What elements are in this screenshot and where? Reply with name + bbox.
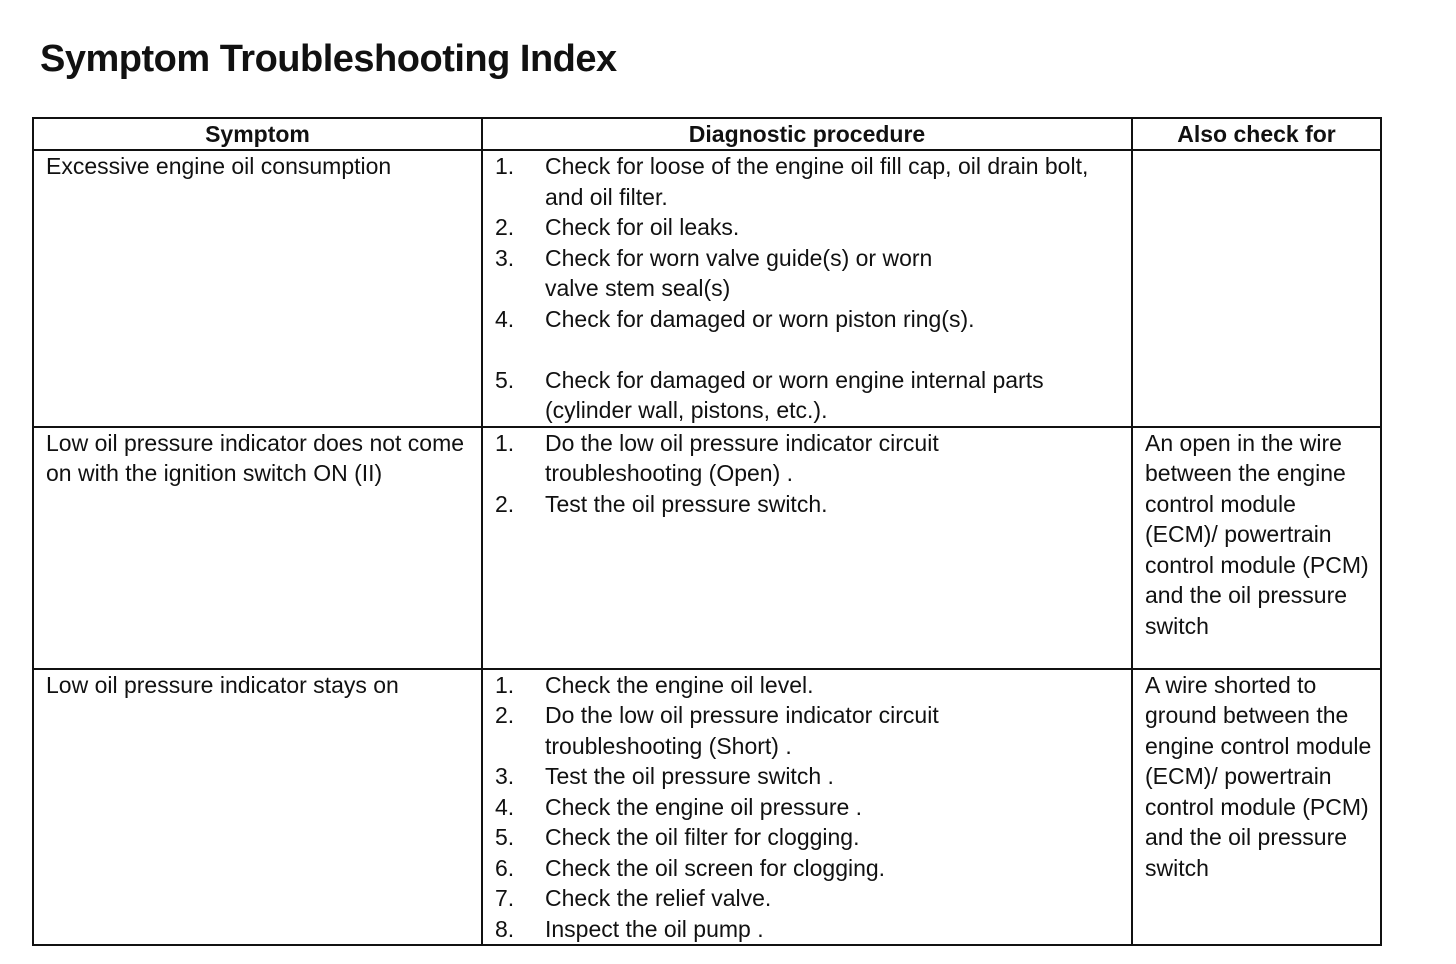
- step-text: Check for damaged or worn engine internal parts (cylinder wall, pistons, etc.).: [545, 366, 1044, 423]
- procedure-step: [495, 151, 1123, 212]
- procedure-step: [495, 700, 1123, 761]
- procedure-step: [495, 489, 1123, 520]
- step-number: 8.: [495, 915, 515, 942]
- step-number: 1.: [495, 671, 515, 698]
- procedure-step: [495, 670, 1123, 701]
- step-text: Do the low oil pressure indicator circuit troubleshooting (Open) .: [545, 429, 939, 486]
- step-text: Check for loose of the engine oil fill cap, oil drain bolt, and oil filter.: [545, 153, 1089, 210]
- procedure-step: [495, 761, 1123, 792]
- step-number: 2.: [495, 214, 515, 240]
- step-text: Check the oil screen for clogging.: [545, 854, 886, 881]
- troubleshooting-table: [32, 117, 1382, 946]
- step-number: 2.: [495, 702, 515, 728]
- step-text: Check the engine oil level.: [545, 671, 814, 698]
- step-number: 4.: [495, 305, 515, 332]
- step-number: 5.: [495, 366, 515, 393]
- procedure-step: [495, 428, 1123, 489]
- symptom-cell: Low oil pressure indicator stays on: [33, 669, 482, 946]
- column-header-symptom: Symptom: [33, 118, 482, 150]
- step-text: Do the low oil pressure indicator circuit troubleshooting (Short) .: [545, 702, 939, 759]
- procedure-step: [495, 365, 1123, 426]
- step-number: 7.: [495, 885, 515, 911]
- procedure-step: [495, 822, 1123, 853]
- step-number: 5.: [495, 824, 515, 850]
- step-number: 1.: [495, 153, 515, 179]
- procedure-cell: [482, 669, 1132, 946]
- procedure-step: [495, 853, 1123, 884]
- procedure-step: [495, 212, 1123, 243]
- table-header-row: [33, 118, 1381, 150]
- step-text: Check the oil filter for clogging.: [545, 824, 860, 850]
- also-check-cell: [1132, 150, 1381, 427]
- table-row: [33, 669, 1381, 946]
- step-text: Check the relief valve.: [545, 885, 772, 911]
- step-number: 3.: [495, 244, 515, 271]
- procedure-list: [495, 428, 1123, 520]
- step-text: Test the oil pressure switch.: [545, 490, 828, 517]
- procedure-step: [495, 883, 1123, 914]
- table-row: [33, 427, 1381, 669]
- column-header-also-check: Also check for: [1132, 118, 1381, 150]
- step-text: Check for worn valve guide(s) or worn valve stem seal(s): [545, 244, 933, 301]
- step-number: 1.: [495, 429, 515, 456]
- table-row: [33, 150, 1381, 427]
- procedure-step: [495, 914, 1123, 945]
- procedure-cell: [482, 427, 1132, 669]
- page-title: Symptom Troubleshooting Index: [40, 38, 617, 80]
- step-number: 6.: [495, 854, 515, 881]
- step-text: Check for damaged or worn piston ring(s).: [545, 305, 975, 332]
- procedure-step: [495, 792, 1123, 823]
- step-number: 3.: [495, 763, 515, 789]
- procedure-step: [495, 243, 1123, 304]
- step-number: 4.: [495, 793, 515, 820]
- also-check-cell: An open in the wire between the engine control module (ECM)/ powertrain control module (PCM) and the oil pressure switch: [1132, 427, 1381, 669]
- procedure-list: [495, 151, 1123, 426]
- step-text: Inspect the oil pump .: [545, 915, 764, 942]
- symptom-cell: Low oil pressure indicator does not come on with the ignition switch ON (II): [33, 427, 482, 669]
- step-text: Check for oil leaks.: [545, 214, 740, 240]
- procedure-cell: [482, 150, 1132, 427]
- symptom-cell: Excessive engine oil consumption: [33, 150, 482, 427]
- step-text: Test the oil pressure switch .: [545, 763, 834, 789]
- step-text: Check the engine oil pressure .: [545, 793, 863, 820]
- procedure-step: [495, 304, 1123, 335]
- step-number: 2.: [495, 490, 515, 517]
- also-check-cell: A wire shorted to ground between the engine control module (ECM)/ powertrain control module (PCM) and the oil pressure switch: [1132, 669, 1381, 946]
- column-header-procedure: Diagnostic procedure: [482, 118, 1132, 150]
- procedure-list: [495, 670, 1123, 945]
